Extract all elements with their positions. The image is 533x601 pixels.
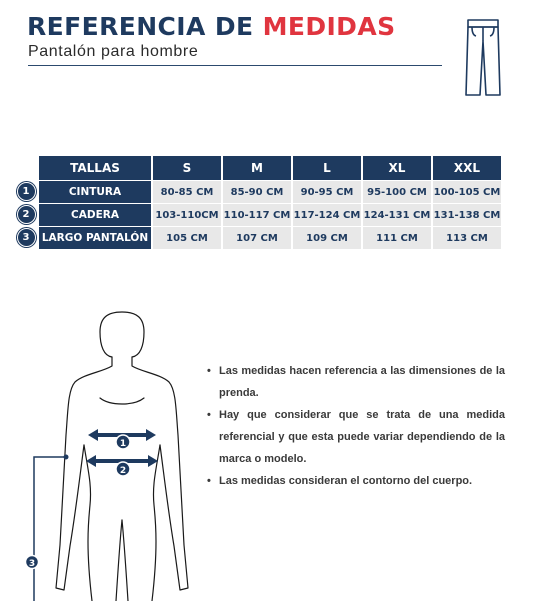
table-row xyxy=(15,226,501,249)
table-cell: 85-90 CM xyxy=(223,180,291,203)
pants-icon xyxy=(464,17,502,97)
note-item: • Hay que considerar que se trata de una medida referencial y que esta puede variar dependiendo de la marca o modelo. xyxy=(207,404,505,470)
header-size-xl: XL xyxy=(363,156,431,180)
header-size-l: L xyxy=(293,156,361,180)
table-cell: 111 CM xyxy=(363,226,431,249)
row-label: CINTURA xyxy=(39,180,151,203)
table-row xyxy=(15,180,501,203)
size-table xyxy=(13,156,503,249)
table-cell: 103-110CM xyxy=(153,203,221,226)
marker-2: 2 xyxy=(119,466,127,476)
table-cell: 131-138 CM xyxy=(433,203,501,226)
marker-1: 1 xyxy=(119,439,127,449)
row-number-badge: 1 xyxy=(17,182,36,201)
measurement-notes xyxy=(207,360,505,492)
table-cell: 124-131 CM xyxy=(363,203,431,226)
header-size-m: M xyxy=(223,156,291,180)
row-label: CADERA xyxy=(39,203,151,226)
table-cell: 95-100 CM xyxy=(363,180,431,203)
table-cell: 117-124 CM xyxy=(293,203,361,226)
header-spacer xyxy=(15,156,37,180)
table-cell: 113 CM xyxy=(433,226,501,249)
table-row xyxy=(15,203,501,226)
body-measurement-figure xyxy=(20,310,200,601)
title-part-1: REFERENCIA DE xyxy=(27,12,254,41)
title-divider xyxy=(28,65,442,66)
waist-measure-arrow xyxy=(88,429,156,449)
row-number-badge: 3 xyxy=(17,228,36,247)
marker-3: 3 xyxy=(28,559,36,569)
table-cell: 110-117 CM xyxy=(223,203,291,226)
header-size-s: S xyxy=(153,156,221,180)
table-cell: 109 CM xyxy=(293,226,361,249)
header-size-xxl: XXL xyxy=(433,156,501,180)
title-part-2: MEDIDAS xyxy=(262,12,396,41)
row-number-badge: 2 xyxy=(17,205,36,224)
page-title xyxy=(27,12,396,42)
header-tallas: TALLAS xyxy=(39,156,151,180)
hip-measure-arrow xyxy=(86,455,158,476)
note-item: • Las medidas hacen referencia a las dimensiones de la prenda. xyxy=(207,360,505,404)
body-outline xyxy=(56,312,188,601)
page-subtitle: Pantalón para hombre xyxy=(28,43,199,60)
table-cell: 80-85 CM xyxy=(153,180,221,203)
table-cell: 107 CM xyxy=(223,226,291,249)
size-table-header xyxy=(15,156,501,180)
table-cell: 100-105 CM xyxy=(433,180,501,203)
row-label: LARGO PANTALÓN xyxy=(39,226,151,249)
length-measure-bracket xyxy=(26,455,69,601)
note-item: • Las medidas consideran el contorno del cuerpo. xyxy=(207,470,505,492)
table-cell: 105 CM xyxy=(153,226,221,249)
table-cell: 90-95 CM xyxy=(293,180,361,203)
